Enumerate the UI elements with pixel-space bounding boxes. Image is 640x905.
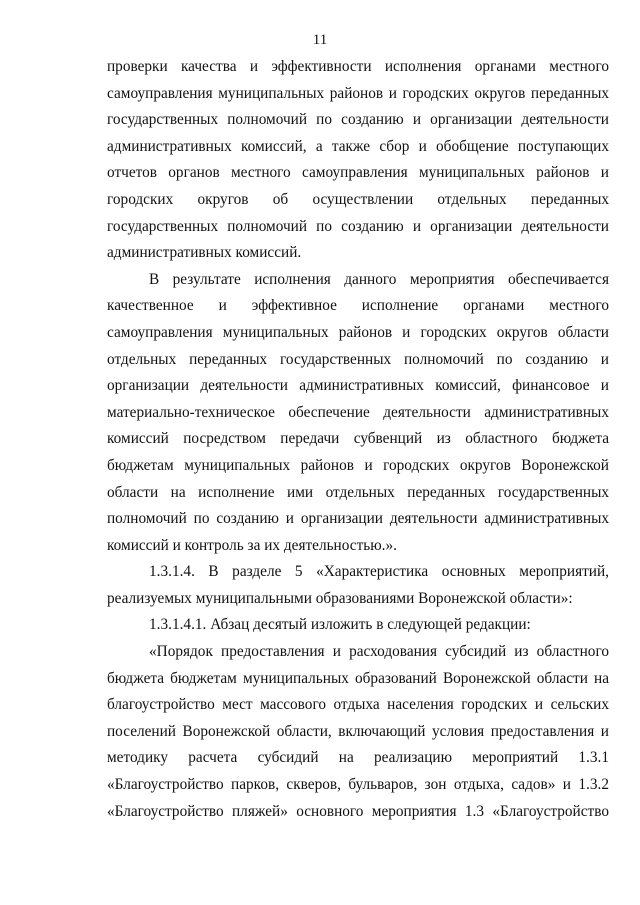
paragraph-poryadok: «Порядок предоставления и расходования субсидий из областного бюджета бюджетам муниципальных образований Воронежской области на благоустройство мест массового отдыха населения городских и сельских поселений Воронежской области, включающий условия предоставления и методику расчета субсидий на реализацию мероприятий 1.3.1 «Благоустройство парков, скверов, бульваров, зон отдыха, садов» и 1.3.2 «Благоустройство пляжей» основного мероприятия 1.3 «Благоустройство — [107, 643, 609, 820]
paragraph-section-5: 1.3.1.4. В разделе 5 «Характеристика основных мероприятий, реализуемых муниципальными образованиями Воронежской области»: — [107, 563, 609, 607]
paragraph-result: В результате исполнения данного мероприятия обеспечивается качественное и эффективное исполнение органами местного самоуправления муниципальных районов и городских округов области отдельных переданных государственных полномочий по созданию и организации деятельности административных комиссий, финансовое и материально-техническое обеспечение деятельности административных комиссий посредством передачи субвенций из областного бюджета бюджетам муниципальных районов и городских округов Воронежской области на исполнение ими отдельных переданных государственных полномочий по созданию и организации деятельности административных комиссий и контроль за их деятельностью.». — [107, 270, 609, 554]
page-number: 11 — [312, 32, 328, 48]
document-body — [107, 54, 609, 825]
paragraph-abzac: 1.3.1.4.1. Абзац десятый изложить в следующей редакции: — [149, 616, 531, 634]
paragraph-continuation: проверки качества и эффективности исполнения органами местного самоуправления муниципальных районов и городских округов переданных государственных полномочий по созданию и организации деятельности административных комиссий, а также сбор и обобщение поступающих отчетов органов местного самоуправления муниципальных районов и городских округов об осуществлении отдельных переданных государственных полномочий по созданию и организации деятельности административных комиссий. — [107, 58, 609, 262]
